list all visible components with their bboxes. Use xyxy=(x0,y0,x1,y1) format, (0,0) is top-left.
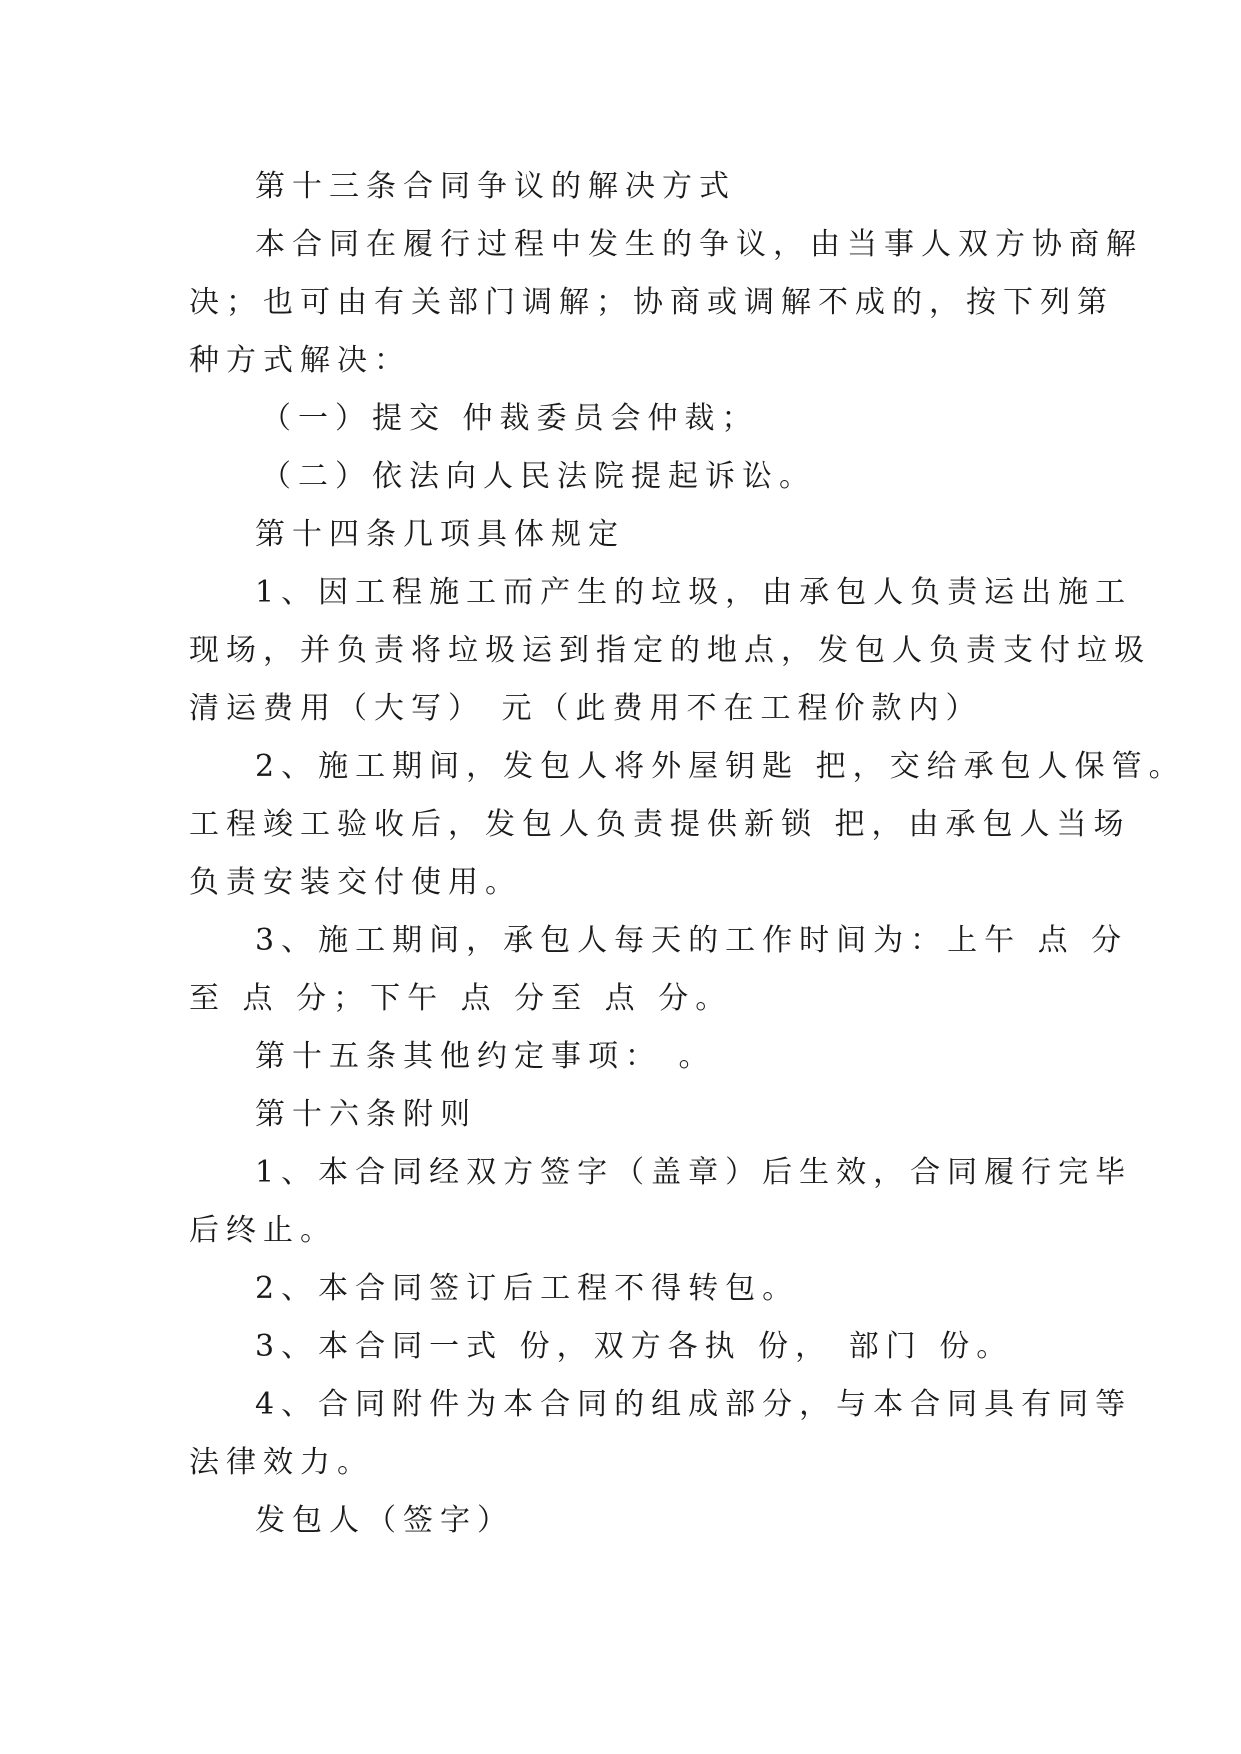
document-body xyxy=(189,158,1186,1550)
paragraph-line: 至 点 分；下午 点 分至 点 分。 xyxy=(189,981,733,1016)
paragraph-line: 1、本合同经双方签字（盖章）后生效，合同履行完毕 xyxy=(255,1155,1133,1190)
paragraph-line: 2、本合同签订后工程不得转包。 xyxy=(255,1271,800,1306)
paragraph-line: 1、因工程施工而产生的垃圾，由承包人负责运出施工 xyxy=(255,575,1133,610)
article-13-heading: 第十三条合同争议的解决方式 xyxy=(255,169,736,204)
paragraph-line: 后终止。 xyxy=(189,1213,337,1248)
list-item-arbitration: （一）提交 仲裁委员会仲裁； xyxy=(261,401,759,436)
signature-label: 发包人（签字） xyxy=(255,1503,514,1538)
paragraph-line: 清运费用（大写） 元（此费用不在工程价款内） xyxy=(189,691,983,726)
paragraph-line: 本合同在履行过程中发生的争议，由当事人双方协商解 xyxy=(255,227,1143,262)
paragraph-line: 种方式解决： xyxy=(189,343,411,378)
paragraph-line: 3、施工期间，承包人每天的工作时间为：上午 点 分 xyxy=(255,923,1129,958)
paragraph-line: 负责安装交付使用。 xyxy=(189,865,522,900)
paragraph-line: 3、本合同一式 份，双方各执 份， 部门 份。 xyxy=(255,1329,1014,1364)
article-16-heading: 第十六条附则 xyxy=(255,1097,477,1132)
paragraph-line: 工程竣工验收后，发包人负责提供新锁 把，由承包人当场 xyxy=(189,807,1131,842)
article-15-heading: 第十五条其他约定事项： 。 xyxy=(255,1039,716,1074)
paragraph-line: 现场，并负责将垃圾运到指定的地点，发包人负责支付垃圾 xyxy=(189,633,1151,668)
paragraph-line: 2、施工期间，发包人将外屋钥匙 把，交给承包人保管。 xyxy=(255,749,1186,784)
list-item-litigation: （二）依法向人民法院提起诉讼。 xyxy=(261,459,816,494)
paragraph-line: 法律效力。 xyxy=(189,1445,374,1480)
paragraph-line: 决；也可由有关部门调解；协商或调解不成的，按下列第 xyxy=(189,285,1114,320)
article-14-heading: 第十四条几项具体规定 xyxy=(255,517,625,552)
paragraph-line: 4、合同附件为本合同的组成部分，与本合同具有同等 xyxy=(255,1387,1133,1422)
